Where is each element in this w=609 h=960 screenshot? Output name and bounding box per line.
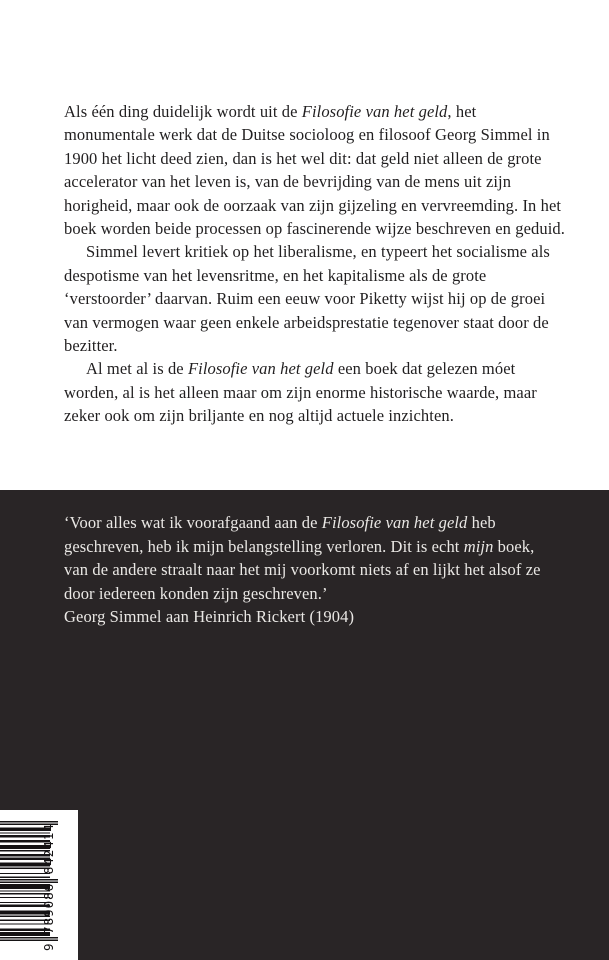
blurb-paragraph-1: Als één ding duidelijk wordt uit de Filosofie van het geld, het monumentale werk dat de Duitse socioloog en filosoof Georg Simmel in 1900 het licht deed zien, dan is het wel dit: dat geld niet alleen de grote accelerator van het leven is, van de bevrijding van de mens uit zijn horigheid, maar ook de oorzaak van zijn gijzeling en vervreemding. In het boek worden beide processen op fascinerende wijze beschreven en geduid.	[64, 102, 565, 239]
quote-panel	[0, 490, 609, 960]
blurb-paragraph-3: Al met al is de Filosofie van het geld een boek dat gelezen móet worden, al is het alleen maar om zijn enorme historische waarde, maar zeker ook om zijn briljante en nog altijd actuele inzichten.	[64, 359, 537, 426]
blurb-text	[64, 100, 565, 428]
isbn-number: 9 789086 842414	[41, 823, 56, 951]
barcode	[0, 810, 78, 960]
blurb-paragraph-2: Simmel levert kritiek op het liberalisme, en typeert het socialisme als despotisme van het levensritme, en het kapitalisme als de grote ‘verstoorder’ daarvan. Ruim een eeuw voor Piketty wijst hij op de groei van vermogen waar geen enkele arbeidsprestatie tegenover staat door de bezitter.	[64, 242, 550, 356]
barcode-bars-icon	[0, 821, 78, 943]
quote-block	[64, 511, 561, 629]
quote-text: ‘Voor alles wat ik voorafgaand aan de Filosofie van het geld heb geschreven, heb ik mijn belangstelling verloren. Dit is echt mijn boek, van de andere straalt naar het mij voorkomt niets af en lijkt het alsof ze door iedereen konden zijn geschreven.’	[64, 513, 541, 603]
quote-attribution: Georg Simmel aan Heinrich Rickert (1904)	[64, 607, 355, 627]
